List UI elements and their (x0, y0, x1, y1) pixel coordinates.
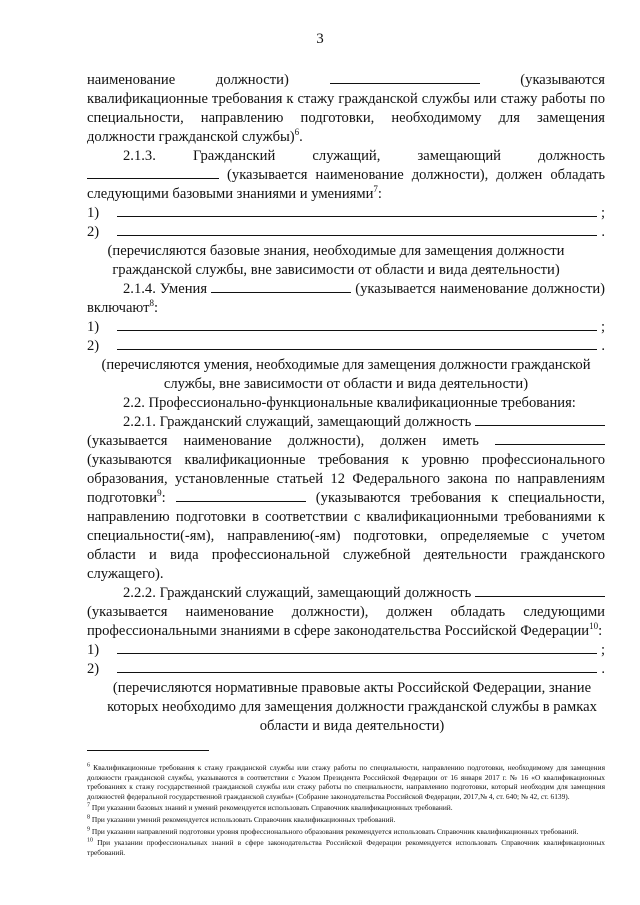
footnote-ref: 8 (149, 298, 155, 309)
text: 2.1.3. Гражданский служащий, замещающий должность (123, 148, 605, 164)
text: наименование должности) (87, 72, 289, 88)
list-item (87, 318, 605, 337)
text: . (601, 224, 605, 240)
blank-field[interactable] (475, 413, 605, 426)
list-item (87, 641, 605, 660)
document-body (87, 71, 605, 736)
text: . (601, 661, 605, 677)
text: . (299, 129, 303, 145)
item-number: 1) (87, 642, 100, 658)
footnote-number: 6 (87, 762, 90, 769)
footnote-ref: 10 (589, 621, 599, 632)
text: 2.2.2. Гражданский служащий, замещающий должность (123, 585, 472, 601)
item-number: 2) (87, 661, 100, 677)
footnote-7 (87, 803, 605, 813)
text: (указывается наименование должности), должен обладать следующими базовыми знаниями и умениями (87, 167, 605, 202)
footnote-text: При указании направлений подготовки уровня профессионального образования рекомендуется использовать Справочник квалификационных требований. (91, 826, 579, 836)
footnote-number: 10 (87, 837, 93, 844)
list-item (87, 223, 605, 242)
blank-field[interactable] (475, 584, 605, 597)
footnote-ref: 7 (373, 184, 378, 195)
list-item (87, 660, 605, 679)
paragraph-2-2: 2.2. Профессионально-функциональные квалификационные требования: (123, 395, 576, 411)
blank-field[interactable] (211, 280, 351, 293)
blank-field[interactable] (87, 166, 219, 179)
item-number: 1) (87, 319, 100, 335)
footnote-9 (87, 827, 605, 837)
paragraph-2-2-2 (87, 584, 605, 641)
text: 2.2.1. Гражданский служащий, замещающий должность (123, 414, 472, 430)
text: (указываются квалификационные требования к стажу гражданской службы или стажу работы по специальности, направлению подготовки, необходимому для замещения должности гражданской службы) (87, 72, 605, 145)
footnote-text: Квалификационные требования к стажу гражданской службы или стажу работы по специальности, направлению подготовки, необходимому для замещения должности гражданской службы, указываются в соответствии с Указом Президента Российской Федерации от 16 января 2017 г. № 16 «О квалификационных требованиях к стажу государственной гражданской службы или стажу работы по специальности, направлению подготовки, который необходим для замещения должностей федеральной государственной гражданской службы» (Собрание законодательства Российской Федерации, 2017,№ 4, ст. 640; № 42, ст. 6139). (87, 763, 605, 801)
paragraph-2-1-4 (87, 280, 605, 318)
blank-field[interactable] (495, 432, 605, 445)
footnotes (87, 763, 605, 857)
footnote-text: При указании профессиональных знаний в сфере законодательства Российской Федерации рекомендуется использовать Справочник квалификационных требований. (87, 838, 605, 857)
text: : (377, 186, 382, 202)
blank-line[interactable] (117, 337, 597, 350)
item-number: 2) (87, 338, 100, 354)
text: : (598, 623, 603, 639)
footnote-10 (87, 838, 605, 857)
text: : (161, 490, 166, 506)
item-number: 2) (87, 224, 100, 240)
footnote-number: 9 (87, 826, 90, 833)
text: ; (600, 205, 605, 221)
blank-line[interactable] (117, 204, 597, 217)
footnote-6 (87, 763, 605, 801)
note-legal-acts: (перечисляются нормативные правовые акты Российской Федерации, знание которых необходимо для замещения должности гражданской службы в рамках области и вида деятельности) (107, 680, 597, 734)
footnote-ref: 6 (294, 127, 300, 138)
footnote-8 (87, 815, 605, 825)
text: (указываются квалификационные требования к уровню профессионального образования, установленные статьей 12 Федерального закона по направлениям подготовки (87, 452, 605, 506)
text: ; (600, 642, 605, 658)
blank-line[interactable] (117, 641, 597, 654)
blank-line[interactable] (117, 660, 597, 673)
footnote-text: При указании базовых знаний и умений рекомендуется использовать Справочник квалификационных требований. (91, 803, 453, 813)
page-number: 3 (316, 31, 324, 47)
note-skills: (перечисляются умения, необходимые для замещения должности гражданской службы, вне зависимости от области и вида деятельности) (101, 357, 591, 392)
note-basic-knowledge: (перечисляются базовые знания, необходимые для замещения должности гражданской службы, вне зависимости от области и вида деятельности) (107, 243, 565, 278)
footnote-number: 8 (87, 814, 90, 821)
text: (указывается наименование должности), должен иметь (87, 433, 479, 449)
footnote-ref: 9 (157, 488, 162, 499)
text: ; (600, 319, 605, 335)
blank-field[interactable] (176, 489, 306, 502)
paragraph-2-1-3 (87, 147, 605, 204)
item-number: 1) (87, 205, 100, 221)
footnote-number: 7 (87, 802, 90, 809)
footnote-separator (87, 750, 209, 751)
paragraph-experience (87, 71, 605, 147)
text: (указываются требования к специальности, направлению подготовки в соответствии с квалификационными требованиями к специальности(-ям), направлению(-ям) подготовки, определяемые с учетом области и вида профессиональной служебной деятельности гражданского служащего). (87, 490, 605, 582)
blank-line[interactable] (117, 223, 597, 236)
text: 2.1.4. Умения (123, 281, 208, 297)
text: : (154, 300, 159, 316)
text: (указывается наименование должности), должен обладать следующими профессиональными знаниями в сфере законодательства Российской Федерации (87, 604, 605, 639)
list-item (87, 337, 605, 356)
text: (указывается наименование должности) включают (87, 281, 605, 316)
text: . (601, 338, 605, 354)
footnote-text: При указании умений рекомендуется использовать Справочник квалификационных требований. (91, 814, 396, 824)
paragraph-2-2-1 (87, 413, 605, 584)
blank-field[interactable] (330, 71, 480, 84)
blank-line[interactable] (117, 318, 597, 331)
list-item (87, 204, 605, 223)
